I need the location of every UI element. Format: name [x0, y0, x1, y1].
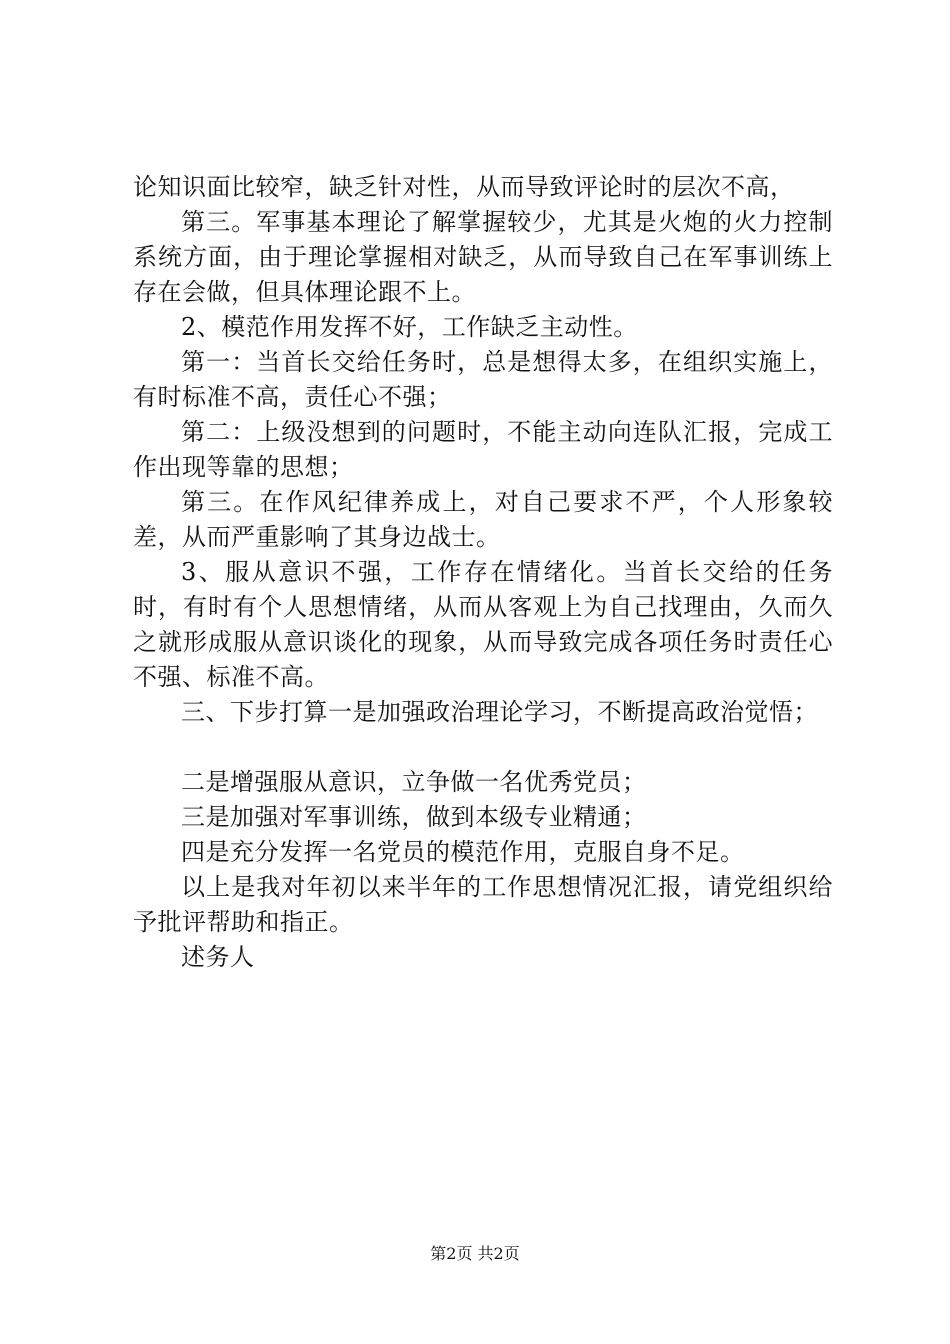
signature-line: 述务人	[181, 943, 255, 971]
paragraph: 第一：当首长交给任务时，总是想得太多，在组织实施上，有时标准不高，责任心不强；	[133, 348, 833, 411]
page-number-footer: 第2页 共2页	[430, 1244, 520, 1263]
blank-line	[133, 730, 833, 765]
paragraph: 以上是我对年初以来半年的工作思想情况汇报，请党组织给予批评帮助和指正。	[133, 873, 833, 936]
paragraph: 第三。在作风纪律养成上，对自己要求不严，个人形象较差，从而严重影响了其身边战士。	[133, 488, 833, 551]
paragraph: 论知识面比较窄，缺乏针对性，从而导致评论时的层次不高，	[133, 173, 795, 201]
paragraph: 3、服从意识不强，工作存在情绪化。当首长交给的任务时，有时有个人思想情绪，从而从客观上为自己找理由，久而久之就形成服从意识谈化的现象，从而导致完成各项任务时责任心不强、标准不高。	[133, 558, 833, 691]
paragraph: 2、模范作用发挥不好，工作缺乏主动性。	[181, 313, 638, 341]
paragraph: 第三。军事基本理论了解掌握较少，尤其是火炮的火力控制系统方面，由于理论掌握相对缺乏，从而导致自己在军事训练上存在会做，但具体理论跟不上。	[133, 208, 833, 306]
paragraph: 三是加强对军事训练，做到本级专业精通；	[181, 803, 647, 831]
paragraph: 第二：上级没想到的问题时，不能主动向连队汇报，完成工作出现等靠的思想；	[133, 418, 833, 481]
paragraph: 四是充分发挥一名党员的模范作用，克服自身不足。	[181, 838, 745, 866]
paragraph: 二是增强服从意识，立争做一名优秀党员；	[181, 768, 647, 796]
document-body	[133, 170, 833, 975]
paragraph: 三、下步打算一是加强政治理论学习，不断提高政治觉悟；	[181, 698, 818, 726]
